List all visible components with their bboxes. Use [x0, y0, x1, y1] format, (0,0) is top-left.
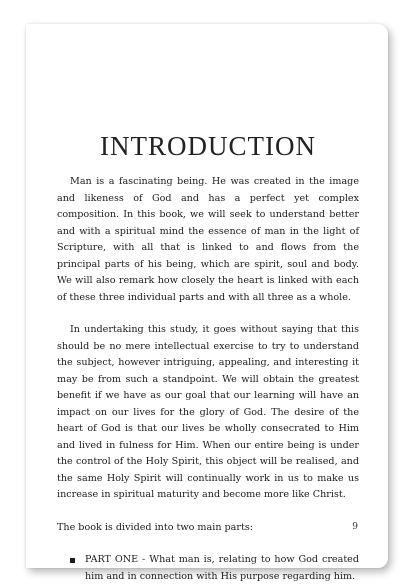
book-page: [26, 24, 388, 582]
list-item-text: PART ONE - What man is, relating to how God created him and in connection with His purpose regarding him.: [85, 554, 359, 582]
paragraph-1: Man is a fascinating being. He was created in the image and likeness of God and has a perfect yet complex composition. In this book, we will seek to understand better and with a spiritual mind the essence of man in the light of Scripture, with all that is linked to and flows from the principal parts of his being, which are spirit, soul and body. We will also remark how closely the heart is linked with each of these three individual parts and with all three as a whole.: [57, 176, 359, 303]
list-item: [57, 552, 359, 585]
paragraph-2: In undertaking this study, it goes without saying that this should be no mere intellectual exercise to try to understand the subject, however intriguing, appealing, and interesting it may be from such a standpoint. We will obtain the greatest benefit if we have as our goal that our learning will have an impact on our lives for the glory of God. The desire of the heart of God is that our lives be wholly consecrated to Him and lived in fulness for Him. When our entire being is under the control of the Holy Spirit, this object will be realised, and the same Holy Spirit will continually work in us to make us increase in spiritual maturity and become more like Christ.: [57, 324, 359, 500]
paragraph-3: The book is divided into two main parts:: [57, 521, 254, 533]
chapter-title: INTRODUCTION: [100, 131, 316, 161]
parts-list: [57, 552, 359, 585]
square-bullet-icon: [70, 558, 75, 563]
page-content: [57, 130, 359, 585]
page-number: 9: [352, 522, 358, 532]
